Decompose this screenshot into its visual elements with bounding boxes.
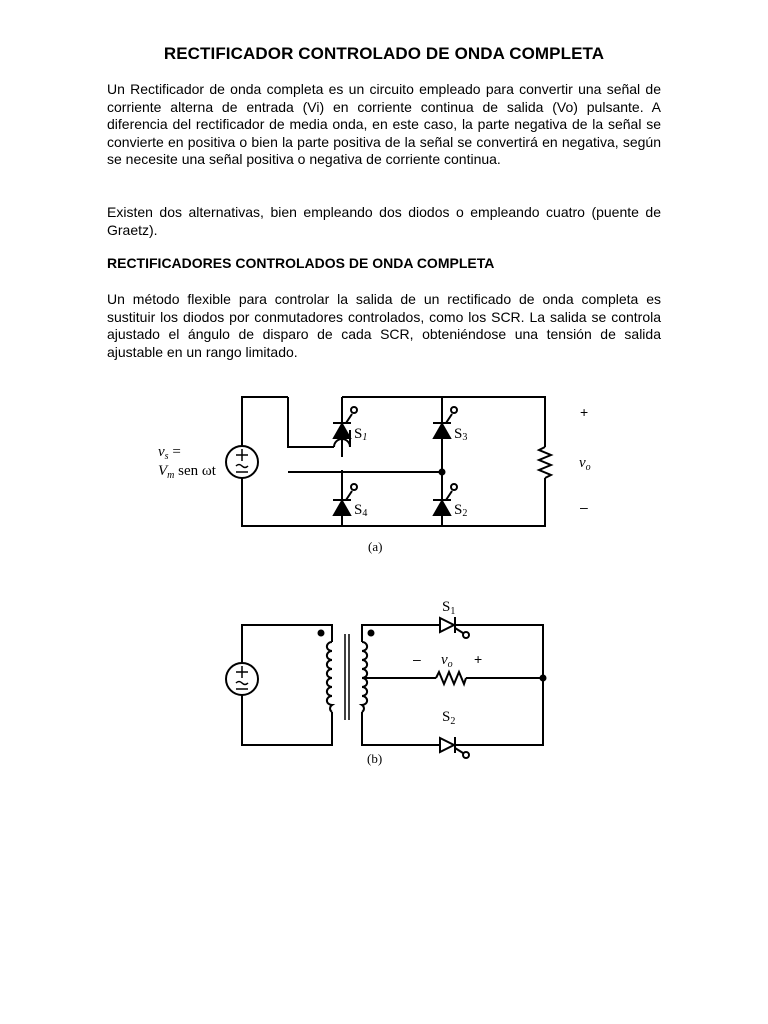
label-s2: $S_2$ (442, 709, 456, 727)
label-plus: + (580, 404, 589, 420)
source-label-line2: $V_m$ sen ωt (158, 463, 216, 481)
label-minus: – (580, 499, 588, 515)
section-heading: RECTIFICADORES CONTROLADOS DE ONDA COMPLETA (107, 255, 495, 271)
label-s3: S3 (454, 426, 468, 443)
source-label-line1: $v_s$ = (158, 444, 181, 462)
caption-b: (b) (367, 751, 383, 766)
paragraph-scr: Un método flexible para controlar la salida de un rectificado de onda completa es sustituir los diodos por conmutadores controlados, como los SCR. La salida se controla ajustado el ángulo de disparo de cada SCR, obteniéndose una tensión de salida ajustable en un rango limitado. (107, 291, 661, 360)
document-title: RECTIFICADOR CONTROLADO DE ONDA COMPLETA (163, 44, 605, 63)
paragraph-intro: Un Rectificador de onda completa es un circuito empleado para convertir una señal de corriente alterna de entrada (Vi) en corriente continua de salida (Vo) pulsante. A diferencia del rectificador de media onda, en este caso, la parte negativa de la señal se convierte en positiva o bien la parte positiva de la señal se convertirá en negativa, según se necesite una señal positiva o negativa de corriente continua. (107, 81, 661, 168)
label-vo: $v_o$ (579, 455, 591, 473)
paragraph-alternatives: Existen dos alternativas, bien empleando dos diodos o empleando cuatro (puente de Graetz). (107, 204, 661, 238)
label-s1: S1 (354, 426, 368, 443)
label-s2: S2 (454, 502, 468, 519)
label-s4: S4 (354, 502, 368, 519)
label-plus: + (474, 651, 483, 667)
label-vo: $v_o$ (441, 652, 453, 670)
label-minus: – (413, 651, 421, 667)
label-s1: $S_1$ (442, 599, 456, 617)
caption-a: (a) (368, 539, 383, 554)
